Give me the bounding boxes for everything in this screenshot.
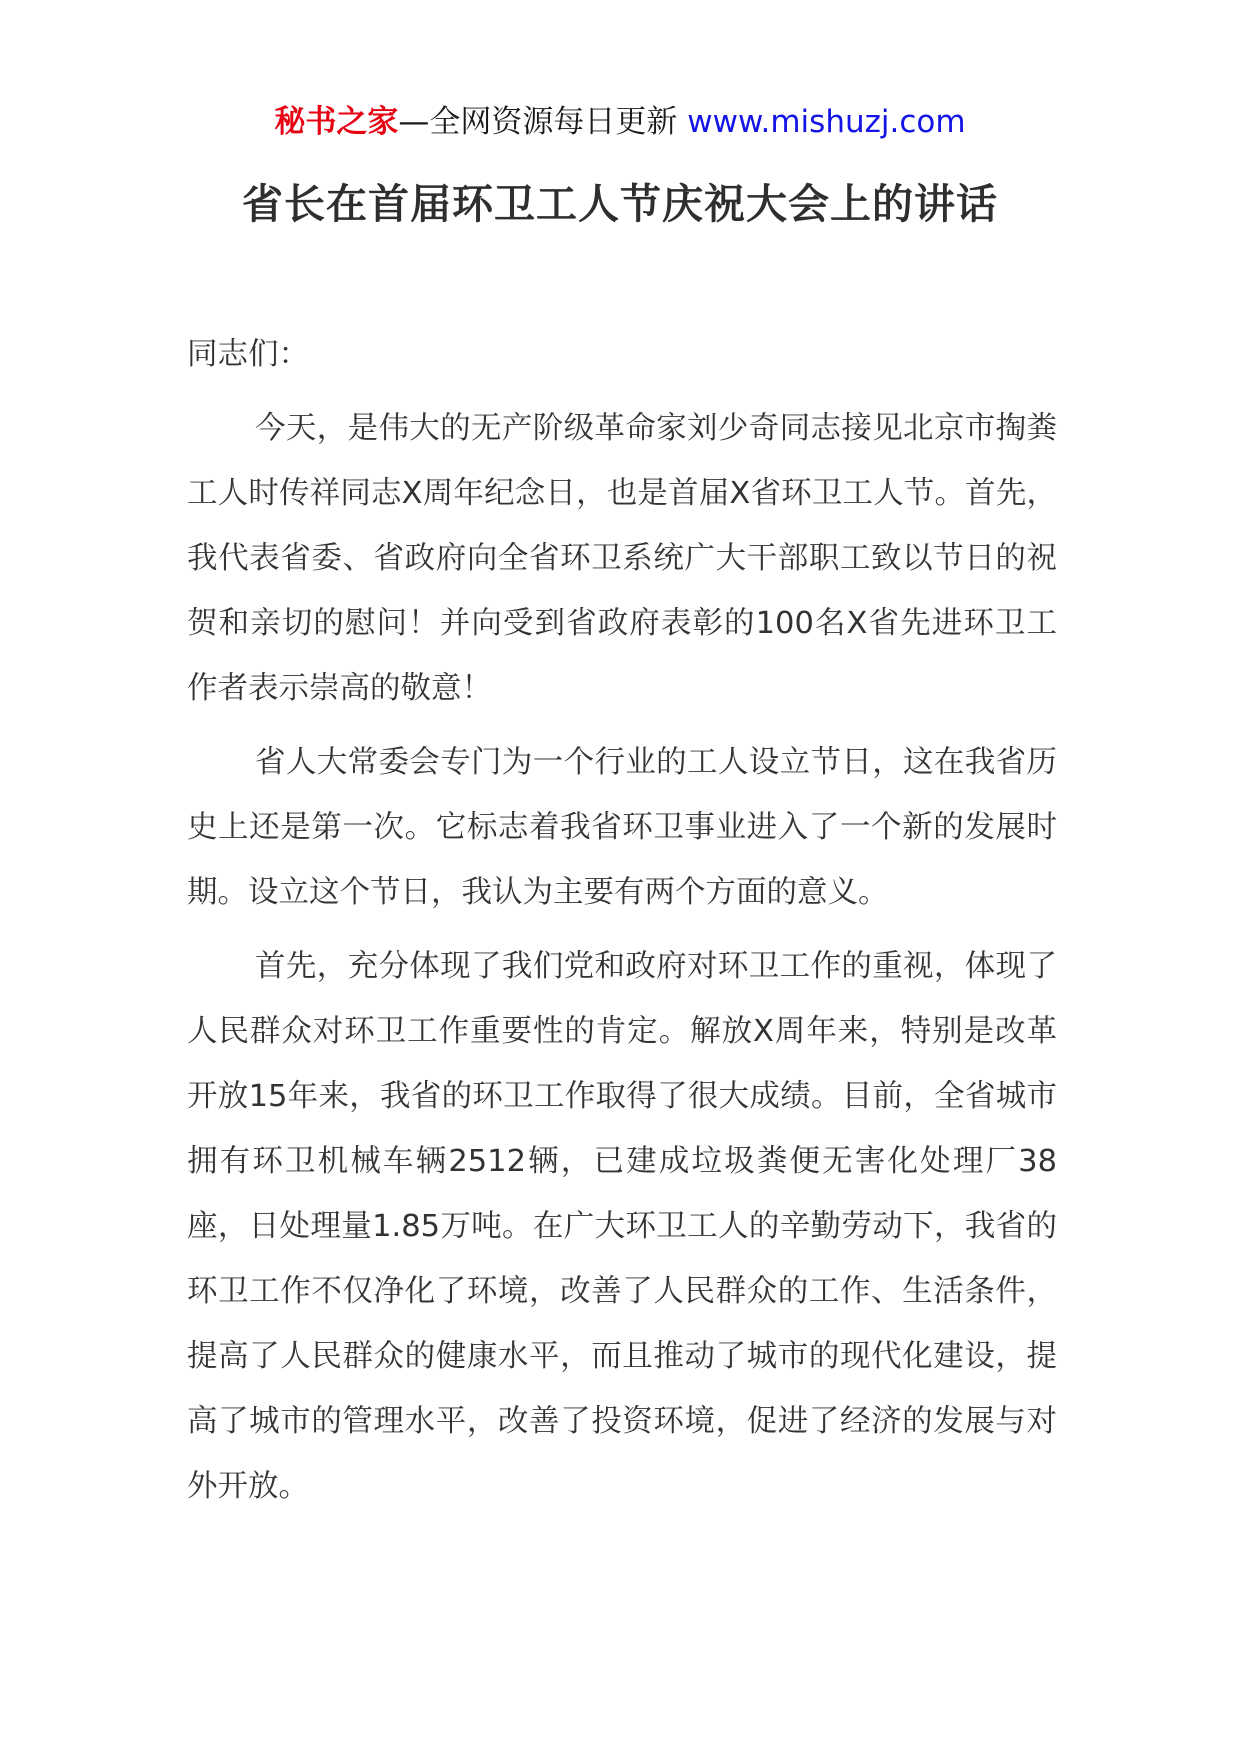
document-body <box>187 322 1057 1528</box>
site-brand: 秘书之家 <box>274 104 399 140</box>
document-title: 省长在首届环卫工人节庆祝大会上的讲话 <box>242 180 998 228</box>
paragraph-2: 省人大常委会专门为一个行业的工人设立节日，这在我省历史上还是第一次。它标志着我省环卫事业进入了一个新的发展时期。设立这个节日，我认为主要有两个方面的意义。 <box>187 745 1057 910</box>
site-tagline: —全网资源每日更新 <box>398 104 688 140</box>
site-url-link[interactable]: www.mishuzj.com <box>687 104 966 140</box>
salutation: 同志们： <box>187 337 309 372</box>
paragraph-3: 首先，充分体现了我们党和政府对环卫工作的重视，体现了人民群众对环卫工作重要性的肯定。解放X周年来，特别是改革开放15年来，我省的环卫工作取得了很大成绩。目前，全省城市拥有环卫机械车辆2512辆，已建成垃圾粪便无害化处理厂38座，日处理量1.85万吨。在广大环卫工人的辛勤劳动下，我省的环卫工作不仅净化了环境，改善了人民群众的工作、生活条件，提高了人民群众的健康水平，而且推动了城市的现代化建设，提高了城市的管理水平，改善了投资环境，促进了经济的发展与对外开放。 <box>187 949 1057 1504</box>
site-banner <box>0 100 1240 144</box>
paragraph-1: 今天，是伟大的无产阶级革命家刘少奇同志接见北京市掏粪工人时传祥同志X周年纪念日，也是首届X省环卫工人节。首先，我代表省委、省政府向全省环卫系统广大干部职工致以节日的祝贺和亲切的慰问！并向受到省政府表彰的100名X省先进环卫工作者表示崇高的敬意！ <box>187 411 1057 706</box>
